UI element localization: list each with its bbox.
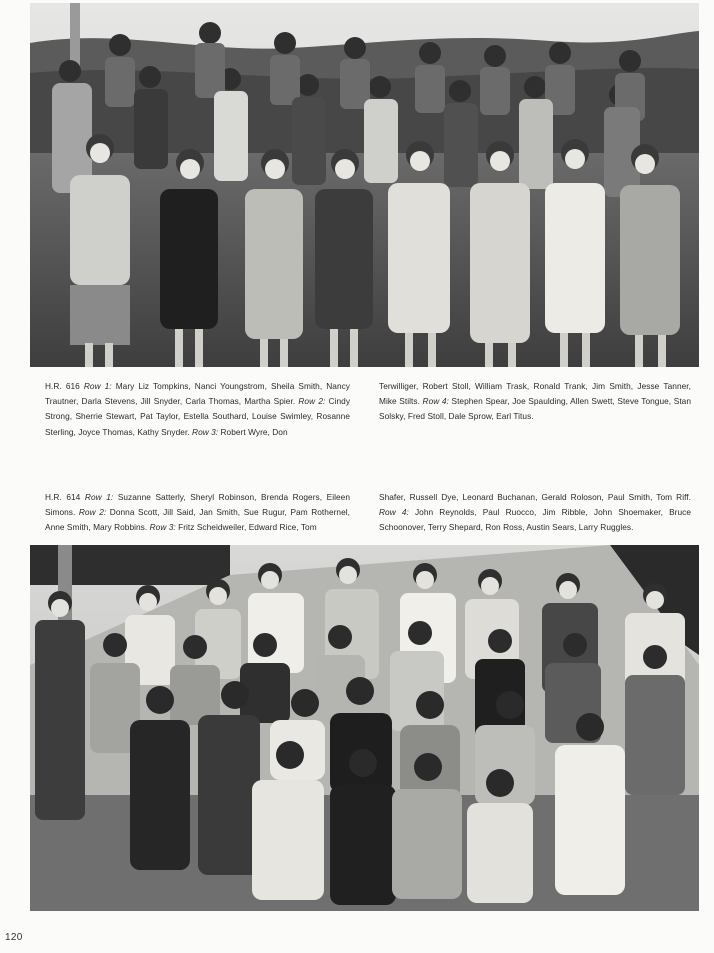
photo-hr-614-drawing <box>30 545 699 911</box>
row-1-names: Mary Liz Tompkins, Nanci Youngstrom, Sheila Smith, Nancy Trautner, Darla Stevens, Jill Snyder, Carla Thomas, Martha Spier. <box>45 381 350 407</box>
row-1-label: Row 1: <box>83 381 112 391</box>
row-4-label: Row 4: <box>379 507 409 518</box>
row-3-names-start: Fritz Scheidweiler, Edward Rice, Tom <box>178 522 317 533</box>
row-3-names-end: Terwilliger, Robert Stoll, William Trask, Ronald Trank, Jim Smith, Jesse Tanner, Mike Stilts. <box>379 381 691 407</box>
photo-hr-616-drawing <box>30 3 699 367</box>
caption-hr-616-right-column <box>379 379 691 425</box>
caption-hr-614-left-column <box>45 490 350 536</box>
caption-hr-616-left-column <box>45 379 350 440</box>
row-3-label: Row 3: <box>192 426 219 437</box>
row-2-label: Row 2: <box>298 396 326 407</box>
homeroom-label: H.R. 614 <box>45 492 81 502</box>
group-photo-hr-616 <box>30 3 699 367</box>
row-3-names-start: Robert Wyre, Don <box>220 426 288 437</box>
caption-hr-614-right-column <box>379 490 691 536</box>
page-number: 120 <box>5 932 23 943</box>
row-4-label: Row 4: <box>422 396 449 407</box>
row-4-names: Stephen Spear, Joe Spaulding, Allen Swett, Steve Tongue, Stan Solsky, Fred Stoll, Dale Sprow, Earl Titus. <box>379 396 692 422</box>
homeroom-label: H.R. 616 <box>45 381 80 391</box>
row-2-label: Row 2: <box>78 507 107 518</box>
row-3-names-end: Shafer, Russell Dye, Leonard Buchanan, Gerald Roloson, Paul Smith, Tom Riff. <box>379 492 691 502</box>
row-1-label: Row 1: <box>84 492 114 502</box>
row-3-label: Row 3: <box>149 522 176 533</box>
row-1-names: Suzanne Satterly, Sheryl Robinson, Brenda Rogers, Eileen Simons. <box>45 492 350 518</box>
row-2-names: Donna Scott, Jill Said, Jan Smith, Sue Rugur, Pam Rothernel, Anne Smith, Mary Robbins. <box>45 507 351 533</box>
group-photo-hr-614 <box>30 545 699 911</box>
row-4-names: John Reynolds, Paul Ruocco, Jim Ribble, John Shoemaker, Bruce Schoonover, Terry Shepard, Ron Ross, Austin Sears, Larry Ruggles. <box>379 507 692 533</box>
row-2-names: Cindy Strong, Sherrie Stewart, Pat Taylor, Estella Southard, Louise Swimley, Rosanne Sterling, Joyce Thomas, Kathy Snyder. <box>45 396 351 437</box>
